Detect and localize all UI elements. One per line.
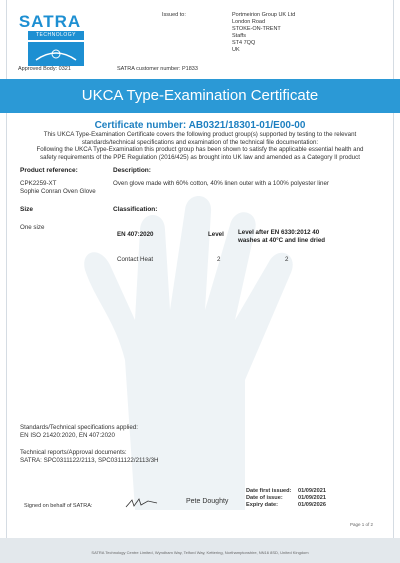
certificate-title: UKCA Type-Examination Certificate <box>0 79 400 113</box>
logo-seal-graphic <box>28 42 84 66</box>
col-header-line: washes at 40°C and line dried <box>238 236 326 244</box>
intro-text <box>20 131 380 161</box>
intro-line: Following the UKCA Type-Examination this product group has been shown to satisfy the applicable essential health and <box>36 146 364 154</box>
certificate-number: Certificate number: AB0321/18301-01/E00-00 <box>94 120 306 131</box>
address-line: UK <box>232 47 240 53</box>
address-line: London Road <box>232 19 266 25</box>
class-row-after: 2 <box>285 256 289 263</box>
issued-to-label: Issued to: <box>162 12 186 18</box>
intro-line: safety requirements of the PPE Regulation (2016/425) as brought into UK law and amended as a Category II product <box>40 153 360 161</box>
product-reference-label: Product reference: <box>20 167 78 174</box>
class-row-level: 2 <box>217 256 221 263</box>
class-col-after-wash <box>238 229 325 244</box>
expiry-date <box>246 502 326 509</box>
issued-to-address <box>232 12 295 54</box>
product-code: CPK2259-XT <box>20 180 57 187</box>
date-label: Expiry date: <box>246 502 279 508</box>
logo-subtitle: TECHNOLOGY <box>28 31 84 40</box>
date-value: 01/09/2021 <box>298 495 326 501</box>
class-row-name: Contact Heat <box>117 256 154 263</box>
satra-logo <box>16 12 84 60</box>
reports-value: SATRA: SPC0311122/2113, SPC0311122/2113/3H <box>20 457 159 464</box>
class-col-standard: EN 407:2020 <box>117 231 154 238</box>
footer-address: SATRA Technology Centre Limited, Wyndham Way, Telford Way, Kettering, Northamptonshire, NN16 8SD, United Kingdom <box>91 550 309 555</box>
date-value: 01/09/2021 <box>298 488 326 494</box>
class-col-level: Level <box>208 231 224 238</box>
handwritten-signature <box>124 497 160 509</box>
customer-number: SATRA customer number: P1833 <box>117 66 198 72</box>
logo-wordmark: SATRA <box>18 12 82 31</box>
signatory-name: Pete Doughty <box>186 498 229 505</box>
approved-body: Approved Body: 0321 <box>18 66 71 72</box>
date-value: 01/09/2026 <box>298 502 326 508</box>
intro-line: standards/technical specifications and examination of the technical file documentation: <box>81 138 319 146</box>
standards-label: Standards/Technical specifications applied: <box>20 424 138 431</box>
signed-on-behalf-label: Signed on behalf of SATRA: <box>24 503 93 509</box>
address-line: Portmeirion Group UK Ltd <box>232 12 296 18</box>
address-line: Staffs <box>232 33 246 39</box>
standards-value: EN ISO 21420:2020, EN 407:2020 <box>20 432 115 439</box>
date-label: Date of issue: <box>246 495 283 501</box>
intro-line: This UKCA Type-Examination Certificate covers the following product group(s) supported by testing to the relevant <box>43 131 357 138</box>
address-line: ST4 7QQ <box>232 40 256 46</box>
date-first-issued <box>246 488 326 495</box>
date-of-issue <box>246 495 326 502</box>
size-label: Size <box>20 206 34 213</box>
description-value: Oven glove made with 60% cotton, 40% linen outer with a 100% polyester liner <box>113 180 329 187</box>
reports-label: Technical reports/Approval documents: <box>20 449 127 456</box>
page-number: Page 1 of 2 <box>350 522 374 527</box>
certificate-dates <box>246 488 326 509</box>
size-value: One size <box>20 224 45 231</box>
product-name: Sophie Conran Oven Glove <box>20 187 96 195</box>
product-reference-value <box>20 180 96 195</box>
classification-label: Classification: <box>113 206 158 213</box>
description-label: Description: <box>113 167 151 174</box>
date-label: Date first issued: <box>246 488 292 494</box>
address-line: STOKE-ON-TRENT <box>232 26 281 32</box>
col-header-line: Level after EN 6330:2012 40 <box>238 229 320 236</box>
